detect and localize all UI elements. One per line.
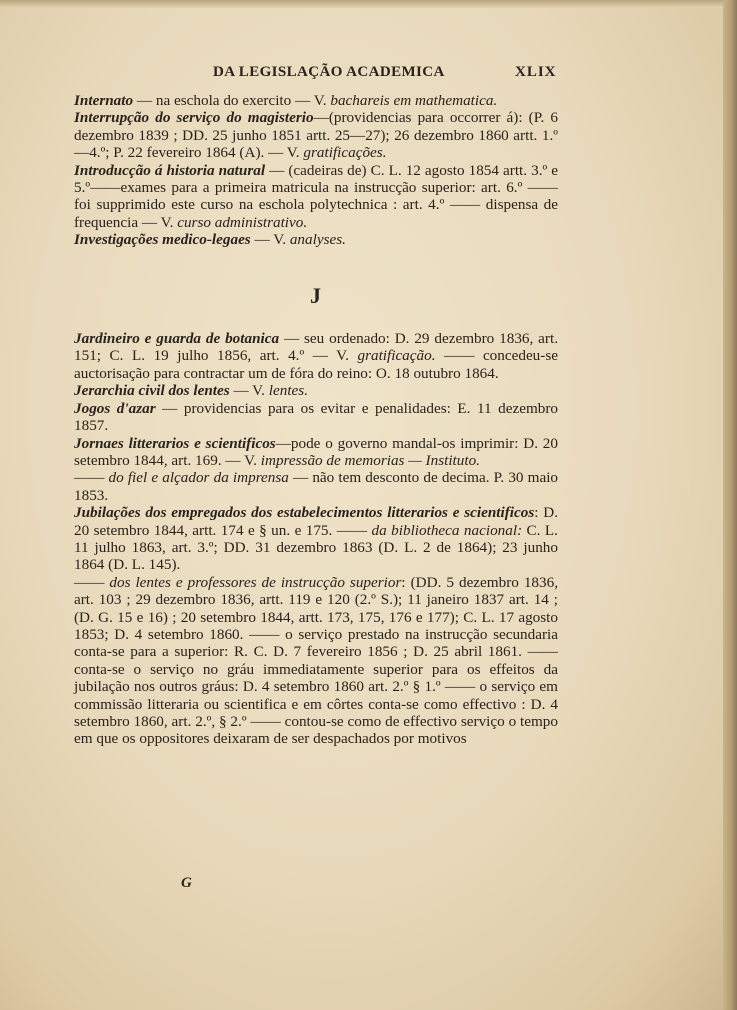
signature-mark: G (181, 875, 192, 891)
entry-jardineiro: Jardineiro e guarda de botanica — seu ordenado: D. 29 dezembro 1836, art. 151; C. L. 19 julho 1856, art. 4.º — V. gratificação. —— concedeu-se auctorisação para contractar um de fóra do reino: O. 18 outubro 1864. (74, 330, 558, 382)
entry-introduccao: Introducção á historia natural — (cadeiras de) C. L. 12 agosto 1854 artt. 3.º e 5.º——exames para a primeira matricula na instrucção superior: art. 6.º —— foi supprimido este curso na eschola polytechnica : art. 4.º —— dispensa de frequencia — V. curso administrativo. (74, 161, 558, 231)
entry-internato: Internato — na eschola do exercito — V. bachareis em mathematica. (74, 92, 498, 109)
running-header (0, 64, 737, 88)
entry-jubilacoes-lentes: —— dos lentes e professores de instrucção superior: (DD. 5 dezembro 1836, art. 103 ; 29 dezembro 1836, artt. 119 e 120 (2.º S.); 11 janeiro 1837 art. 14 ; (D. G. 15 e 16) ; 20 setembro 1844, artt. 173, 175, 176 e 177); C. L. 17 agosto 1853; D. 4 setembro 1860. —— o serviço prestado na instrucção secundaria conta-se para a superior: R. C. D. 7 fevereiro 1856 ; D. 25 abril 1861. —— conta-se o serviço no gráu immediatamente superior para os effeitos da jubilação nos outros gráus: D. 4 setembro 1860 art. 2.º § 1.º —— o serviço em commissão litteraria ou scientifica e em côrtes conta-se como effectivo : D. 4 setembro 1860, art. 2.º, § 2.º —— contou-se como de effectivo serviço o tempo em que os oppositores deixaram de ser despachados por motivos (74, 573, 559, 748)
entry-investigacoes: Investigações medico-legaes — V. analyses. (74, 231, 346, 249)
page-right-edge (723, 0, 737, 1010)
entry-jerarchia: Jerarchia civil dos lentes — V. lentes. (74, 382, 309, 400)
running-title: DA LEGISLAÇÃO ACADEMICA (213, 64, 445, 80)
entry-jornaes: Jornaes litterarios e scientificos—pode o governo mandal-os imprimir: D. 20 setembro 1844, art. 169. — V. impressão de memorias — Instituto. (74, 434, 558, 469)
page-top-edge (0, 0, 737, 8)
section-letter: J (310, 282, 322, 308)
page-number: XLIX (515, 64, 557, 80)
body-text (74, 92, 558, 748)
entry-jubilacoes: Jubilações dos empregados dos estabelecimentos litterarios e scientificos: D. 20 setembro 1844, artt. 174 e § un. e 175. —— da bibliotheca nacional: C. L. 11 julho 1863, art. 3.º; DD. 31 dezembro 1863 (D. L. 2 de 1864); 23 junho 1864 (D. L. 145). (74, 504, 558, 574)
entry-jogos: Jogos d'azar — providencias para os evitar e penalidades: E. 11 dezembro 1857. (74, 399, 558, 435)
entry-interrupcao: Interrupção do serviço do magisterio—(providencias para occorrer á): (P. 6 dezembro 1839 ; DD. 25 junho 1851 artt. 25—27); 26 dezembro 1860 artt. 1.º—4.º; P. 22 fevereiro 1864 (A). — V. gratificações. (74, 109, 558, 162)
entry-fiel-imprensa: —— do fiel e alçador da imprensa — não tem desconto de decima. P. 30 maio 1853. (74, 469, 559, 504)
